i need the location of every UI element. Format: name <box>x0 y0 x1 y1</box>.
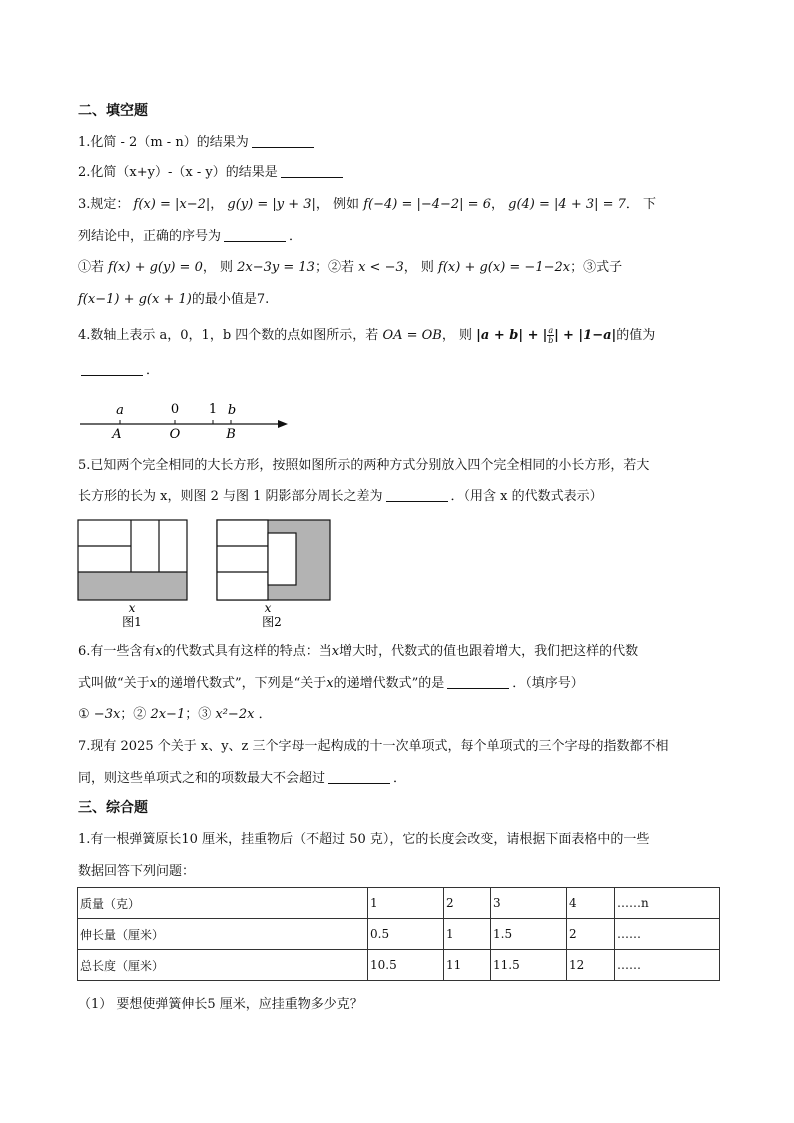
answer-blank-2[interactable] <box>281 163 343 178</box>
question-6-text: 的递增代数式”，下列是“关于 <box>157 676 327 691</box>
question-3-text-end: ． 下 <box>625 197 657 212</box>
variable-x: x <box>155 644 163 659</box>
option-1-label: ①若 <box>78 260 105 275</box>
figure-2 <box>217 520 330 629</box>
question-8-line-1: 1.有一根弹簧原长10 厘米，挂重物后（不超过 50 克），它的长度会改变，请根据下面表格中的一些 <box>78 832 650 847</box>
option-3-label: ；③ <box>185 707 212 722</box>
axis-label-1: 1 <box>208 402 218 417</box>
table-cell: 1 <box>368 888 444 919</box>
variable-x: x <box>326 676 334 691</box>
question-5-text: 长方形的长为 x，则图 2 与图 1 阴影部分周长之差为 <box>78 489 383 504</box>
question-4-text-end: 的值为 <box>616 328 656 343</box>
figure-1-x-label: x <box>128 601 136 615</box>
number-line-figure <box>76 398 292 442</box>
option-1-then: ， 则 <box>202 260 233 275</box>
question-3-line-4 <box>78 290 269 310</box>
figure-2-left-column <box>217 520 268 600</box>
table-cell: 0.5 <box>368 919 444 950</box>
separator: ， <box>490 197 504 212</box>
option-2-condition: x < −3 <box>358 260 404 275</box>
question-6-text-end: ．（填序号） <box>512 676 584 691</box>
question-3-line-1 <box>78 195 656 215</box>
point-label-O: O <box>169 427 181 442</box>
question-6-text: 6.有一些含有 <box>78 644 156 659</box>
option-2-then: ， 则 <box>403 260 434 275</box>
figure-2-x-label: x <box>264 601 272 615</box>
question-1-text: 1.化简 - 2（m - n）的结果为 <box>78 135 249 150</box>
figure-1-shaded-area <box>78 572 187 600</box>
table-cell: 11 <box>444 950 491 981</box>
separator: ， <box>210 197 224 212</box>
option-2-label: ；② <box>120 707 147 722</box>
section-heading-comprehensive: 三、综合题 <box>78 800 148 816</box>
answer-blank-6[interactable] <box>447 674 509 689</box>
table-cell: 1.5 <box>491 919 567 950</box>
arrow-right-icon <box>278 420 288 428</box>
option-3-text: 的最小值是7. <box>191 292 270 307</box>
option-2-expression: 2x−1 <box>150 707 186 722</box>
rectangles-figures <box>76 518 336 636</box>
answer-blank-3[interactable] <box>224 227 286 242</box>
question-4-line-2 <box>78 361 159 381</box>
question-2 <box>78 163 346 183</box>
point-label-B: B <box>226 427 236 442</box>
question-3-options <box>78 258 622 278</box>
question-6-text: 的递增代数式”的是 <box>333 676 445 691</box>
answer-blank-1[interactable] <box>252 133 314 148</box>
question-7-text: 同，则这些单项式之和的项数最大不会超过 <box>78 771 326 786</box>
period: ． <box>258 707 272 722</box>
question-1 <box>78 133 317 153</box>
spring-data-table <box>77 887 720 981</box>
question-3-line-2 <box>78 227 302 247</box>
option-1-label: ① <box>78 707 90 722</box>
option-3-expression: f(x−1) + g(x + 1) <box>78 292 192 307</box>
option-1-condition: f(x) + g(y) = 0 <box>108 260 203 275</box>
option-2-label: ；②若 <box>314 260 354 275</box>
question-5-line-1: 5.已知两个完全相同的大长方形，按照如图所示的两种方式分别放入四个完全相同的小长方形，若大 <box>78 458 650 473</box>
table-row <box>78 888 720 919</box>
table-cell: 4 <box>567 888 615 919</box>
period: ． <box>289 229 303 244</box>
figure-2-small-rect <box>268 533 296 585</box>
answer-blank-4[interactable] <box>81 361 143 376</box>
question-7-line-2 <box>78 769 406 789</box>
variable-x: x <box>331 644 340 659</box>
question-4-expression-b: + |1−a| <box>563 328 617 343</box>
section-heading-fill-in: 二、填空题 <box>78 103 148 119</box>
question-6-text: 增大时，代数式的值也跟着增大，我们把这样的代数 <box>339 644 639 659</box>
question-3-prompt: 列结论中，正确的序号为 <box>78 229 222 244</box>
fraction-a-over-b: $\frac{a}{b}$ <box>548 326 554 345</box>
table-cell: 11.5 <box>491 950 567 981</box>
table-cell: 伸长量（厘米） <box>78 919 368 950</box>
answer-blank-5[interactable] <box>386 487 448 502</box>
option-1-result: 2x−3y = 13 <box>237 260 315 275</box>
separator: ， 例如 <box>315 197 360 212</box>
question-6-text: 式叫做“关于 <box>78 676 150 691</box>
table-cell: …… <box>615 919 720 950</box>
question-8-line-2: 数据回答下列问题： <box>78 864 196 879</box>
table-cell: 质量（克） <box>78 888 368 919</box>
example-g: g(4) = |4 + 3| = 7 <box>508 197 626 212</box>
figure-1-caption: 图1 <box>122 615 142 629</box>
question-8-subquestion-1: （1） 要想使弹簧伸长5 厘米，应挂重物多少克？ <box>78 997 363 1012</box>
table-cell: 3 <box>491 888 567 919</box>
option-1-expression: −3x <box>93 707 121 722</box>
axis-label-0: 0 <box>170 402 180 417</box>
axis-label-b: b <box>227 403 237 418</box>
question-7-line-1: 7.现有 2025 个关于 x、y、z 三个字母一起构成的十一次单项式，每个单项式的三个字母的指数都不相 <box>78 739 669 754</box>
variable-x: x <box>149 676 157 691</box>
question-4-then: ， 则 <box>441 328 472 343</box>
formula-g: g(y) = |y + 3| <box>227 197 316 212</box>
formula-f: f(x) = |x−2| <box>133 197 211 212</box>
point-label-A: A <box>112 427 122 442</box>
period: ． <box>393 771 407 786</box>
question-4-condition: OA = OB <box>382 328 442 343</box>
table-row <box>78 950 720 981</box>
axis-label-a: a <box>116 403 124 418</box>
question-6-line-1 <box>78 642 638 662</box>
figure-2-caption: 图2 <box>262 615 282 629</box>
table-cell: …… <box>615 950 720 981</box>
question-2-text: 2.化简（x+y）-（x - y）的结果是 <box>78 165 278 180</box>
table-cell: ……n <box>615 888 720 919</box>
question-4-expression-a: |a + b| + <box>476 328 539 343</box>
option-3-expression: x²−2x <box>215 707 255 722</box>
question-4-text: 4.数轴上表示 a，0，1，b 四个数的点如图所示，若 <box>78 328 379 343</box>
table-cell: 12 <box>567 950 615 981</box>
question-5-line-2 <box>78 487 603 507</box>
table-cell: 总长度（厘米） <box>78 950 368 981</box>
question-3-text: 3.规定： <box>78 197 130 212</box>
question-6-text: 的代数式具有这样的特点：当 <box>162 644 332 659</box>
option-2-result: f(x) + g(x) = −1−2x <box>438 260 571 275</box>
table-cell: 1 <box>444 919 491 950</box>
table-row <box>78 919 720 950</box>
table-cell: 10.5 <box>368 950 444 981</box>
answer-blank-7[interactable] <box>328 769 390 784</box>
question-4-line-1: 4.数轴上表示 a，0，1，b 四个数的点如图所示，若 OA = OB， 则 |a + b| + | $\frac{a}{b}$ | + |1−a|的值为 <box>78 326 656 345</box>
example-f: f(−4) = |−4−2| = 6 <box>363 197 491 212</box>
period: ． <box>146 363 160 378</box>
table-cell: 2 <box>444 888 491 919</box>
question-5-text-end: ．（用含 x 的代数式表示） <box>450 489 603 504</box>
question-6-line-2 <box>78 674 584 694</box>
figure-1 <box>78 520 187 629</box>
table-cell: 2 <box>567 919 615 950</box>
option-3-label: ；③式子 <box>570 260 623 275</box>
question-6-options <box>78 705 272 725</box>
